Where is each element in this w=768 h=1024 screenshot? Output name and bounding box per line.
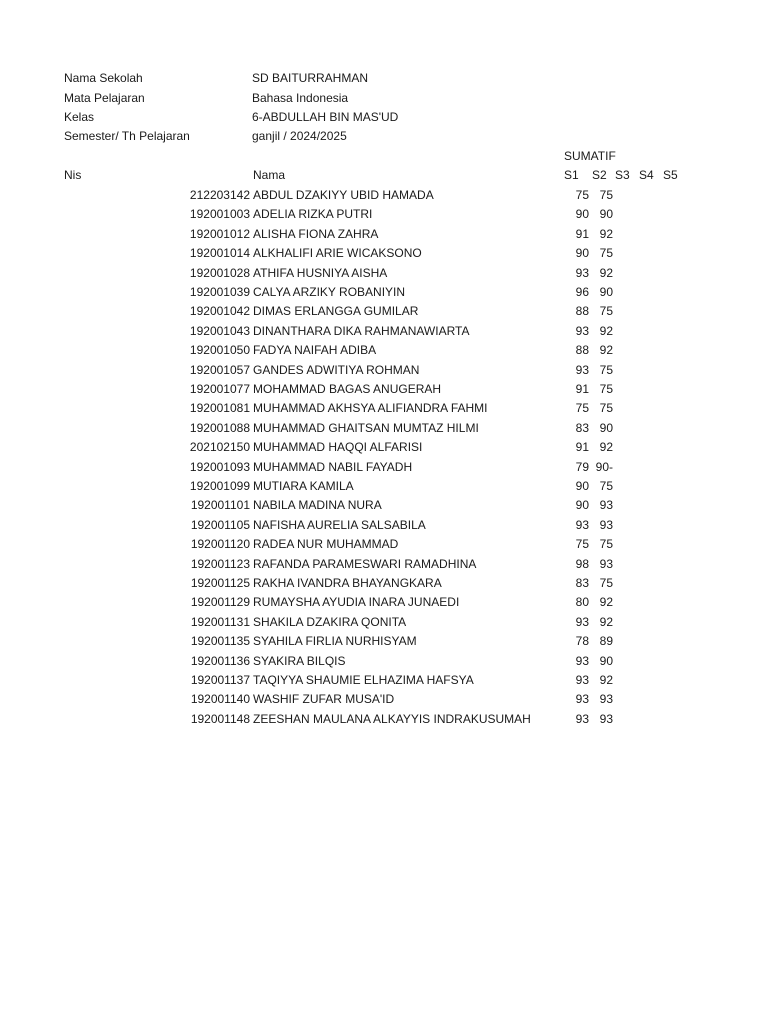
table-row bbox=[0, 380, 768, 399]
semester-value: ganjil / 2024/2025 bbox=[252, 129, 347, 143]
header-s5: S5 bbox=[663, 168, 678, 182]
s2-score-cell: 92 bbox=[599, 226, 613, 241]
nama-cell: RADEA NUR MUHAMMAD bbox=[253, 537, 399, 552]
s1-score-cell: 91 bbox=[575, 440, 589, 455]
header-s2: S2 bbox=[592, 168, 607, 182]
s1-score-cell: 79 bbox=[575, 459, 589, 474]
nama-cell: ALISHA FIONA ZAHRA bbox=[253, 226, 379, 241]
subject-value: Bahasa Indonesia bbox=[252, 91, 349, 105]
school-label: Nama Sekolah bbox=[64, 71, 143, 85]
s1-score-cell: 90 bbox=[575, 479, 589, 493]
s2-score-cell: 92 bbox=[599, 440, 613, 455]
table-row bbox=[0, 341, 768, 360]
header-s1: S1 bbox=[564, 168, 579, 182]
table-row bbox=[0, 419, 768, 438]
nama-cell: GANDES ADWITIYA ROHMAN bbox=[253, 362, 420, 377]
s1-score-cell: 88 bbox=[575, 343, 589, 358]
nis-cell: 192001088 bbox=[189, 420, 250, 435]
s2-score-cell: 93 bbox=[599, 517, 613, 532]
s1-score-cell: 91 bbox=[575, 382, 589, 396]
table-row bbox=[0, 244, 768, 263]
s2-score-cell: 93 bbox=[599, 556, 613, 571]
s1-score-cell: 90 bbox=[575, 207, 589, 222]
nama-cell: TAQIYYA SHAUMIE ELHAZIMA HAFSYA bbox=[253, 673, 474, 687]
nis-cell: 192001043 bbox=[189, 323, 250, 338]
nama-cell: RAFANDA PARAMESWARI RAMADHINA bbox=[253, 556, 477, 571]
nis-cell: 192001028 bbox=[189, 265, 250, 280]
table-row bbox=[0, 632, 768, 651]
s1-score-cell: 75 bbox=[575, 188, 589, 202]
nis-cell: 192001093 bbox=[189, 459, 250, 474]
table-row bbox=[0, 322, 768, 341]
nama-cell: NABILA MADINA NURA bbox=[253, 498, 382, 513]
table-row bbox=[0, 399, 768, 418]
nama-cell: ABDUL DZAKIYY UBID HAMADA bbox=[253, 188, 434, 202]
class-label: Kelas bbox=[64, 110, 95, 124]
nama-cell: ALKHALIFI ARIE WICAKSONO bbox=[253, 246, 422, 261]
nama-cell: SYAKIRA BILQIS bbox=[253, 653, 346, 668]
table-row bbox=[0, 205, 768, 224]
nis-cell: 192001101 bbox=[190, 498, 250, 513]
table-row bbox=[0, 671, 768, 690]
s1-score-cell: 90 bbox=[575, 246, 589, 261]
nama-cell: SYAHILA FIRLIA NURHISYAM bbox=[253, 634, 417, 649]
s1-score-cell: 93 bbox=[575, 517, 589, 532]
nis-cell: 192001137 bbox=[190, 673, 250, 687]
nis-cell: 192001140 bbox=[190, 692, 250, 707]
subject-label: Mata Pelajaran bbox=[64, 91, 145, 105]
s1-score-cell: 93 bbox=[575, 692, 589, 707]
s1-score-cell: 80 bbox=[575, 595, 589, 610]
nama-cell: MUHAMMAD HAQQI ALFARISI bbox=[253, 440, 423, 455]
table-row bbox=[0, 593, 768, 612]
nis-cell: 192001099 bbox=[189, 479, 250, 493]
nis-cell: 212203142 bbox=[189, 188, 250, 202]
table-row bbox=[0, 690, 768, 709]
table-row bbox=[0, 535, 768, 554]
nis-cell: 192001125 bbox=[190, 576, 250, 590]
s2-score-cell: 89 bbox=[599, 634, 613, 649]
s2-score-cell: 75 bbox=[599, 537, 613, 552]
s2-score-cell: 92 bbox=[599, 343, 613, 358]
s2-score-cell: 90 bbox=[599, 285, 613, 299]
s2-score-cell: 93 bbox=[599, 711, 613, 726]
s2-score-cell: 75 bbox=[599, 479, 613, 493]
s2-score-cell: 93 bbox=[599, 692, 613, 707]
nis-cell: 192001129 bbox=[190, 595, 250, 610]
s1-score-cell: 93 bbox=[575, 362, 589, 377]
nama-cell: RAKHA IVANDRA BHAYANGKARA bbox=[253, 576, 442, 590]
table-row bbox=[0, 496, 768, 515]
s2-score-cell: 93 bbox=[599, 498, 613, 513]
s2-score-cell: 92 bbox=[599, 673, 613, 687]
s1-score-cell: 98 bbox=[575, 556, 589, 571]
nis-cell: 192001120 bbox=[190, 537, 250, 552]
table-row bbox=[0, 438, 768, 457]
nama-cell: NAFISHA AURELIA SALSABILA bbox=[253, 517, 426, 532]
nama-cell: MUHAMMAD NABIL FAYADH bbox=[253, 459, 413, 474]
nama-cell: SHAKILA DZAKIRA QONITA bbox=[253, 614, 407, 629]
nama-cell: FADYA NAIFAH ADIBA bbox=[253, 343, 377, 358]
table-row bbox=[0, 574, 768, 593]
s1-score-cell: 75 bbox=[575, 401, 589, 416]
s2-score-cell: 92 bbox=[599, 614, 613, 629]
nama-cell: MUHAMMAD AKHSYA ALIFIANDRA FAHMI bbox=[253, 401, 488, 416]
table-row bbox=[0, 477, 768, 496]
s2-score-cell: 90 bbox=[599, 653, 613, 668]
nama-cell: WASHIF ZUFAR MUSA'ID bbox=[253, 692, 395, 707]
s1-score-cell: 93 bbox=[575, 614, 589, 629]
table-row bbox=[0, 361, 768, 380]
nama-cell: CALYA ARZIKY ROBANIYIN bbox=[253, 285, 406, 299]
nis-cell: 202102150 bbox=[189, 440, 250, 455]
s1-score-cell: 75 bbox=[575, 537, 589, 552]
nama-cell: MUHAMMAD GHAITSAN MUMTAZ HILMI bbox=[253, 420, 479, 435]
table-row bbox=[0, 613, 768, 632]
class-value: 6-ABDULLAH BIN MAS'UD bbox=[252, 110, 399, 124]
s2-score-cell: 75 bbox=[599, 304, 613, 319]
header-s4: S4 bbox=[639, 168, 654, 182]
nis-cell: 192001077 bbox=[189, 382, 250, 396]
s1-score-cell: 93 bbox=[575, 673, 589, 687]
s2-score-cell: 75 bbox=[599, 246, 613, 261]
s1-score-cell: 91 bbox=[575, 226, 589, 241]
nis-cell: 192001105 bbox=[190, 517, 250, 532]
s1-score-cell: 96 bbox=[575, 285, 589, 299]
table-row bbox=[0, 283, 768, 302]
s1-score-cell: 93 bbox=[575, 323, 589, 338]
nama-cell: ADELIA RIZKA PUTRI bbox=[253, 207, 373, 222]
table-row bbox=[0, 710, 768, 729]
header-nis: Nis bbox=[64, 168, 82, 182]
nama-cell: ZEESHAN MAULANA ALKAYYIS INDRAKUSUMAH bbox=[253, 711, 531, 726]
nama-cell: MOHAMMAD BAGAS ANUGERAH bbox=[253, 382, 442, 396]
nama-cell: RUMAYSHA AYUDIA INARA JUNAEDI bbox=[253, 595, 460, 610]
nis-cell: 192001123 bbox=[190, 556, 250, 571]
table-row bbox=[0, 225, 768, 244]
s2-score-cell: 75 bbox=[599, 401, 613, 416]
nis-cell: 192001057 bbox=[189, 362, 250, 377]
s2-score-cell: 75 bbox=[599, 362, 613, 377]
s1-score-cell: 78 bbox=[575, 634, 589, 649]
s1-score-cell: 93 bbox=[575, 711, 589, 726]
header-nama: Nama bbox=[253, 168, 286, 182]
nis-cell: 192001081 bbox=[189, 401, 250, 416]
table-row bbox=[0, 652, 768, 671]
s1-score-cell: 83 bbox=[575, 576, 589, 590]
nis-cell: 192001136 bbox=[190, 653, 250, 668]
school-value: SD BAITURRAHMAN bbox=[252, 71, 369, 85]
table-row bbox=[0, 516, 768, 535]
nama-cell: DIMAS ERLANGGA GUMILAR bbox=[253, 304, 419, 319]
s2-score-cell: 75 bbox=[599, 188, 613, 202]
nis-cell: 192001012 bbox=[189, 226, 250, 241]
table-row bbox=[0, 555, 768, 574]
semester-label: Semester/ Th Pelajaran bbox=[64, 129, 190, 143]
nis-cell: 192001014 bbox=[189, 246, 250, 261]
s2-score-cell: 90 bbox=[599, 207, 613, 222]
s2-score-cell: 92 bbox=[599, 265, 613, 280]
nis-cell: 192001042 bbox=[189, 304, 250, 319]
s2-score-cell: 92 bbox=[599, 323, 613, 338]
s1-score-cell: 93 bbox=[575, 265, 589, 280]
s2-score-cell: 90- bbox=[595, 459, 613, 474]
nis-cell: 192001003 bbox=[189, 207, 250, 222]
s1-score-cell: 93 bbox=[575, 653, 589, 668]
s1-score-cell: 83 bbox=[575, 420, 589, 435]
nis-cell: 192001050 bbox=[189, 343, 250, 358]
table-row bbox=[0, 264, 768, 283]
nis-cell: 192001135 bbox=[190, 634, 250, 649]
nama-cell: ATHIFA HUSNIYA AISHA bbox=[253, 265, 388, 280]
s2-score-cell: 75 bbox=[599, 576, 613, 590]
nama-cell: DINANTHARA DIKA RAHMANAWIARTA bbox=[253, 323, 470, 338]
s2-score-cell: 90 bbox=[599, 420, 613, 435]
nis-cell: 192001148 bbox=[190, 711, 250, 726]
nis-cell: 192001039 bbox=[189, 285, 250, 299]
s2-score-cell: 92 bbox=[599, 595, 613, 610]
nama-cell: MUTIARA KAMILA bbox=[253, 479, 354, 493]
s1-score-cell: 90 bbox=[575, 498, 589, 513]
table-row bbox=[0, 302, 768, 321]
s2-score-cell: 75 bbox=[599, 382, 613, 396]
table-row bbox=[0, 458, 768, 477]
sumatif-group-header: SUMATIF bbox=[564, 149, 616, 163]
header-s3: S3 bbox=[615, 168, 630, 182]
table-row bbox=[0, 186, 768, 205]
s1-score-cell: 88 bbox=[575, 304, 589, 319]
nis-cell: 192001131 bbox=[190, 614, 250, 629]
